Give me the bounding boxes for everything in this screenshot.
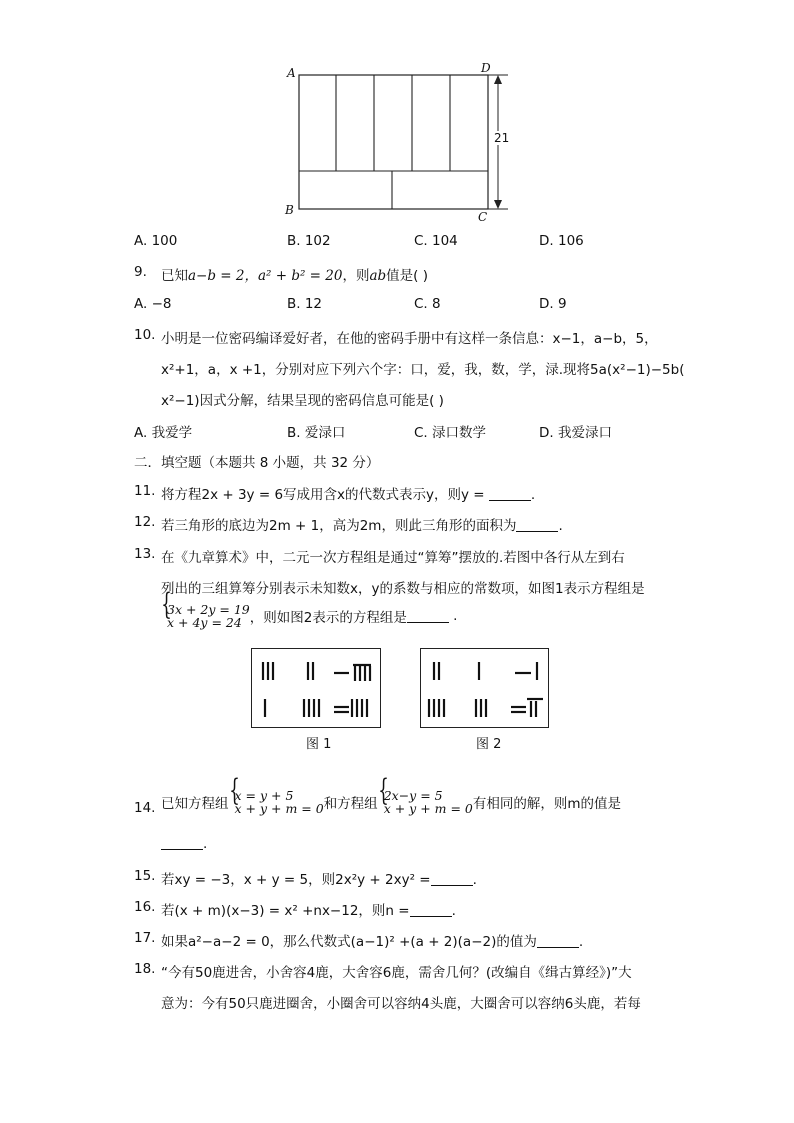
q10-line2: x²+1，a，x +1，分别对应下列六个字：口，爱，我，数，学，渌.现将5a(x²−1)−5b( xyxy=(161,362,685,378)
q14-number: 14. xyxy=(134,800,156,816)
q14-sys1-eq2: x + y + m = 0 xyxy=(234,801,324,816)
rectangle-figure xyxy=(280,60,520,230)
vertex-d-label: D xyxy=(481,61,491,75)
q18-line2: 意为：今有50只鹿进圈舍，小圈舍可以容纳4头鹿，大圈舍可以容纳6头鹿，若每 xyxy=(161,996,641,1012)
q8-option-b[interactable]: B. 102 xyxy=(287,233,331,249)
q17-answer-blank[interactable] xyxy=(537,935,579,948)
q13-eq2: x + 4y = 24 xyxy=(167,615,242,630)
q10-option-d[interactable]: D. 我爱渌口 xyxy=(539,425,612,441)
counting-rods-figure-1 xyxy=(251,648,381,728)
q14-sys1-eq1: { x = y + 5 xyxy=(234,788,294,803)
q13-end: . xyxy=(453,608,458,624)
counting-rods-figure-2 xyxy=(420,648,549,728)
q10-option-b[interactable]: B. 爱渌口 xyxy=(287,425,346,441)
q13-line1: 在《九章算术》中，二元一次方程组是通过“算筹”摆放的.若图中各行从左到右 xyxy=(161,550,625,566)
vertex-c-label: C xyxy=(478,210,488,224)
q8-option-d[interactable]: D. 106 xyxy=(539,233,584,249)
q12-answer-blank[interactable] xyxy=(516,519,558,532)
q10-option-c[interactable]: C. 渌口数学 xyxy=(414,425,487,441)
q15-answer-blank[interactable] xyxy=(431,873,473,886)
q14-answer-blank[interactable] xyxy=(161,837,203,850)
q17-end: . xyxy=(578,934,584,950)
section-heading: 二．填空题（本题共 8 小题，共 32 分） xyxy=(134,455,380,471)
q15-end: . xyxy=(472,872,477,888)
q13-line2: 列出的三组算筹分别表示未知数x，y的系数与相应的常数项，如图1表示方程组是 xyxy=(161,581,645,597)
q14-end: . xyxy=(203,836,208,852)
q10-number: 10. xyxy=(134,327,156,343)
q13-number: 13. xyxy=(134,546,156,562)
q12-stem xyxy=(161,514,563,534)
q11-number: 11. xyxy=(134,483,156,499)
fig1-caption: 图 1 xyxy=(306,737,332,752)
q13-equation-system xyxy=(161,603,250,629)
q9-number: 9. xyxy=(134,264,147,280)
q10-line3: x²−1)因式分解，结果呈现的密码信息可能是( ) xyxy=(161,393,444,409)
q14-text-a: 已知方程组 xyxy=(161,796,229,812)
q17-number: 17. xyxy=(134,930,156,946)
q15-number: 15. xyxy=(134,868,156,884)
q9-text-c: 值是( ) xyxy=(386,268,428,284)
q9-text-b: ，则 xyxy=(342,268,370,284)
q9-condition: a−b = 2，a² + b² = 20 xyxy=(188,268,343,284)
q18-number: 18. xyxy=(134,961,156,977)
q17-stem xyxy=(161,930,583,950)
q14-answer-line xyxy=(161,836,207,852)
q18-line1: “今有50鹿进舍，小舍容4鹿，大舍容6鹿，需舍几何？(改编自《缉古算经》)”大 xyxy=(161,965,632,981)
q15-stem xyxy=(161,868,477,888)
q8-option-a[interactable]: A. 100 xyxy=(134,233,178,249)
q12-end: . xyxy=(558,518,563,534)
q14-system-1 xyxy=(229,789,324,815)
q9-option-b[interactable]: B. 12 xyxy=(287,296,323,312)
q12-number: 12. xyxy=(134,514,156,530)
q8-option-c[interactable]: C. 104 xyxy=(414,233,458,249)
q16-answer-blank[interactable] xyxy=(410,904,452,917)
q13-line3-tail: ，则如图2表示的方程组是 xyxy=(249,610,407,626)
q9-ab: ab xyxy=(369,268,387,284)
q9-option-a[interactable]: A. −8 xyxy=(134,296,172,312)
q14-sys2-eq1: { 2x−y = 5 xyxy=(383,788,443,803)
vertex-b-label: B xyxy=(285,203,294,217)
q10-option-a[interactable]: A. 我爱学 xyxy=(134,425,193,441)
height-label: 21 xyxy=(494,131,510,145)
q11-text: 将方程2x + 3y = 6写成用含x的代数式表示y，则y = xyxy=(161,487,485,503)
q14-text-b: 和方程组 xyxy=(323,796,378,812)
q12-text: 若三角形的底边为2m + 1，高为2m，则此三角形的面积为 xyxy=(161,518,517,534)
q15-text: 若xy = −3，x + y = 5，则2x²y + 2xy² = xyxy=(161,872,431,888)
q16-stem xyxy=(161,899,456,919)
q9-option-c[interactable]: C. 8 xyxy=(414,296,441,312)
q9-option-d[interactable]: D. 9 xyxy=(539,296,567,312)
q13-eq1: { 3x + 2y = 19 xyxy=(167,602,250,617)
q14-system-2 xyxy=(378,789,473,815)
q11-stem xyxy=(161,483,535,503)
q14-sys2-eq2: x + y + m = 0 xyxy=(383,801,473,816)
q11-end: . xyxy=(530,487,536,503)
q10-line1: 小明是一位密码编译爱好者，在他的密码手册中有这样一条信息：x−1，a−b，5， xyxy=(161,331,658,347)
fig2-caption: 图 2 xyxy=(476,737,502,752)
q17-text: 如果a²−a−2 = 0，那么代数式(a−1)² +(a + 2)(a−2)的值为 xyxy=(161,934,537,950)
q16-text: 若(x + m)(x−3) = x² +nx−12，则n = xyxy=(161,903,410,919)
q9-stem xyxy=(161,264,428,284)
q11-answer-blank[interactable] xyxy=(489,488,531,501)
q13-answer-blank[interactable] xyxy=(407,610,449,623)
q14-stem xyxy=(161,789,621,815)
q13-line3 xyxy=(161,603,457,629)
q16-end: . xyxy=(451,903,456,919)
vertex-a-label: A xyxy=(287,66,296,80)
q16-number: 16. xyxy=(134,899,156,915)
q9-text-a: 已知 xyxy=(161,268,188,284)
q14-text-c: 有相同的解，则m的值是 xyxy=(472,796,622,812)
